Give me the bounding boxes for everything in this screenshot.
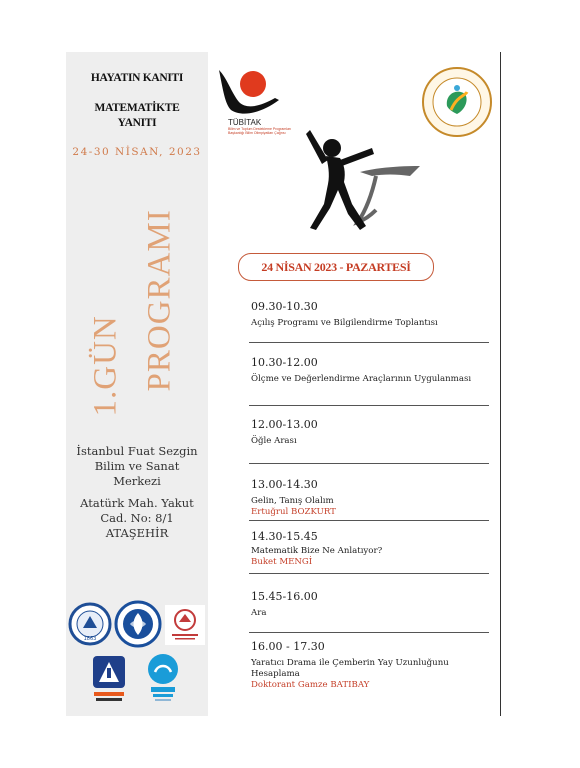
schedule-time: 09.30-10.30 <box>251 300 318 313</box>
schedule-activity: Öğle Arası <box>251 436 297 446</box>
schedule-activity: Matematik Bize Ne Anlatıyor? <box>251 546 383 556</box>
schedule-divider <box>249 632 489 633</box>
science-center-badge <box>421 66 493 138</box>
program-vertical: PROGRAMI <box>141 209 178 392</box>
project-title-line2: MATEMATİKTE <box>94 102 180 114</box>
schedule-speaker: Buket MENGİ <box>251 557 313 567</box>
schedule-activity: Ara <box>251 608 267 618</box>
day-number-vertical: 1.GÜN <box>87 315 124 417</box>
eyupsultan-logo <box>146 652 180 704</box>
schedule-time: 15.45-16.00 <box>251 590 318 603</box>
schedule-time: 14.30-15.45 <box>251 530 318 543</box>
venue-name: İstanbul Fuat Sezgin Bilim ve Sanat Merkezi <box>76 444 198 488</box>
schedule-divider <box>249 520 489 521</box>
project-title-line3: YANITI <box>117 117 157 129</box>
day-label-pill: 24 NİSAN 2023 - PAZARTESİ <box>238 253 434 281</box>
tubitak-subtitle: Bilim ve Toplum Destekleme Programları Başkanlığı Bilim Olimpiyatları Çağrısı <box>228 127 292 135</box>
university-logo <box>68 602 112 646</box>
schedule-time: 16.00 - 17.30 <box>251 640 325 653</box>
schedule-item <box>251 300 491 329</box>
project-title-line1: HAYATIN KANITI <box>90 72 184 84</box>
schedule-divider <box>249 342 489 343</box>
district-education-logo <box>164 604 206 646</box>
schedule-divider <box>249 405 489 406</box>
jumping-figure-logo <box>292 124 420 232</box>
tubitak-name: TÜBİTAK <box>228 118 262 127</box>
schedule-item <box>251 590 491 619</box>
schedule-speaker: Doktorant Gamze BATIBAY <box>251 680 370 690</box>
schedule-item <box>251 530 491 568</box>
schedule-item <box>251 640 491 691</box>
uskudar-municipality-logo <box>90 654 128 704</box>
schedule-item <box>251 356 491 385</box>
venue-address: Atatürk Mah. Yakut Cad. No: 8/1 ATAŞEHİR <box>80 496 194 540</box>
schedule-time: 12.00-13.00 <box>251 418 318 431</box>
schedule-speaker: Ertuğrul BOZKURT <box>251 507 336 517</box>
schedule-item <box>251 478 491 518</box>
schedule-activity: Ölçme ve Değerlendirme Araçlarının Uygulanması <box>251 374 472 384</box>
ministry-logo <box>114 600 162 648</box>
schedule-item <box>251 418 491 447</box>
event-dates: 24-30 NİSAN, 2023 <box>72 146 202 158</box>
schedule-activity: Yaratıcı Drama ile Çemberin Yay Uzunluğunu Hesaplama <box>251 658 449 679</box>
right-divider <box>500 52 501 716</box>
schedule-divider <box>249 463 489 464</box>
schedule-activity: Gelin, Tanış Olalım <box>251 496 334 506</box>
schedule-time: 10.30-12.00 <box>251 356 318 369</box>
schedule-time: 13.00-14.30 <box>251 478 318 491</box>
schedule-activity: Açılış Programı ve Bilgilendirme Toplantısı <box>251 318 438 328</box>
university-year: 1863 <box>83 636 97 642</box>
schedule-divider <box>249 573 489 574</box>
